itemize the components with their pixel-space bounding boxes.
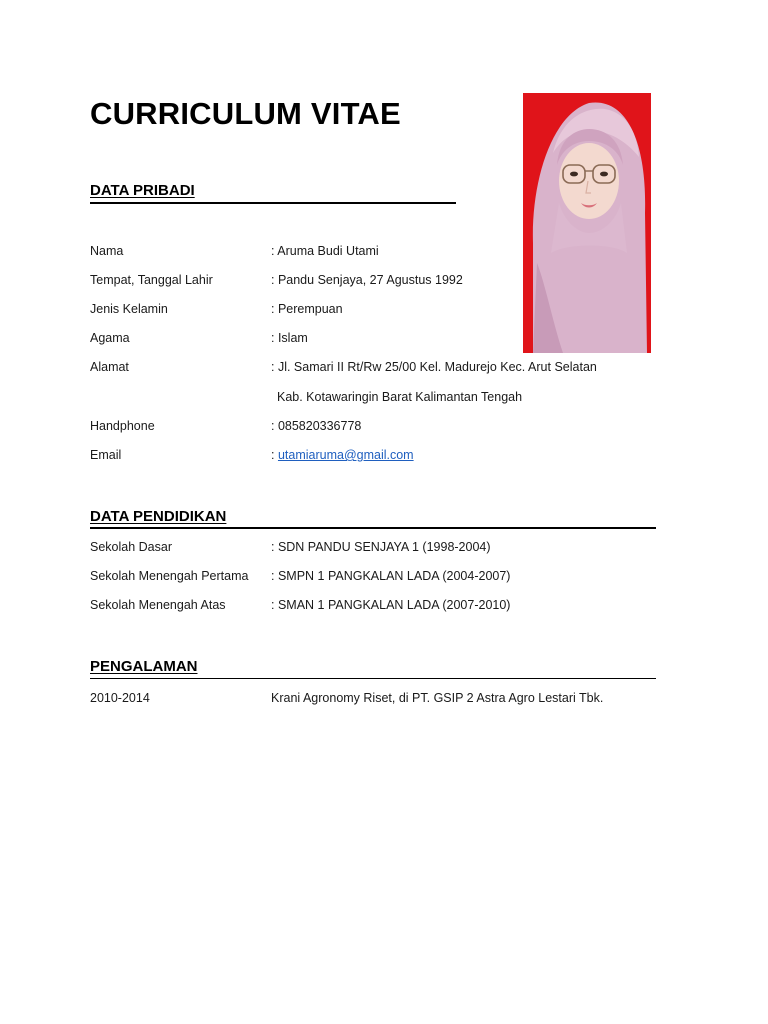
label-sekolah-dasar: Sekolah Dasar: [90, 540, 172, 554]
value-experience-role: Krani Agronomy Riset, di PT. GSIP 2 Astra Agro Lestari Tbk.: [271, 691, 604, 705]
value-sma: : SMAN 1 PANGKALAN LADA (2007-2010): [271, 598, 511, 612]
value-tempat-tanggal-lahir: : Pandu Senjaya, 27 Agustus 1992: [271, 273, 463, 287]
email-link[interactable]: utamiaruma@gmail.com: [277, 448, 414, 462]
section-divider-personal: [90, 202, 456, 204]
section-divider-experience: [90, 678, 656, 679]
value-alamat-line-1: : Jl. Samari II Rt/Rw 25/00 Kel. Madurejo Kec. Arut Selatan: [271, 360, 597, 374]
cv-title: CURRICULUM VITAE: [90, 96, 401, 131]
value-agama: : Islam: [271, 331, 308, 345]
section-divider-education: [90, 527, 656, 529]
label-email: Email: [90, 448, 122, 462]
label-alamat: Alamat: [90, 360, 129, 374]
profile-photo: [523, 93, 651, 353]
value-jenis-kelamin: : Perempuan: [271, 302, 343, 316]
label-nama: Nama: [90, 244, 124, 258]
value-nama: : Aruma Budi Utami: [271, 244, 379, 258]
label-tempat-tanggal-lahir: Tempat, Tanggal Lahir: [90, 273, 213, 287]
value-alamat-line-2: Kab. Kotawaringin Barat Kalimantan Tengah: [277, 390, 523, 404]
profile-photo-illustration: [523, 93, 651, 353]
label-agama: Agama: [90, 331, 130, 345]
email-prefix: :: [271, 448, 278, 462]
label-smp: Sekolah Menengah Pertama: [90, 569, 249, 583]
label-jenis-kelamin: Jenis Kelamin: [90, 302, 168, 316]
value-handphone: : 085820336778: [271, 419, 362, 433]
label-sma: Sekolah Menengah Atas: [90, 598, 226, 612]
label-handphone: Handphone: [90, 419, 155, 433]
section-heading-personal: DATA PRIBADI: [90, 182, 195, 199]
value-email: [271, 448, 414, 462]
section-heading-experience: PENGALAMAN: [90, 658, 198, 675]
label-experience-period: 2010-2014: [90, 691, 150, 705]
section-heading-education: DATA PENDIDIKAN: [90, 508, 227, 525]
value-sekolah-dasar: : SDN PANDU SENJAYA 1 (1998-2004): [271, 540, 491, 554]
value-smp: : SMPN 1 PANGKALAN LADA (2004-2007): [271, 569, 511, 583]
